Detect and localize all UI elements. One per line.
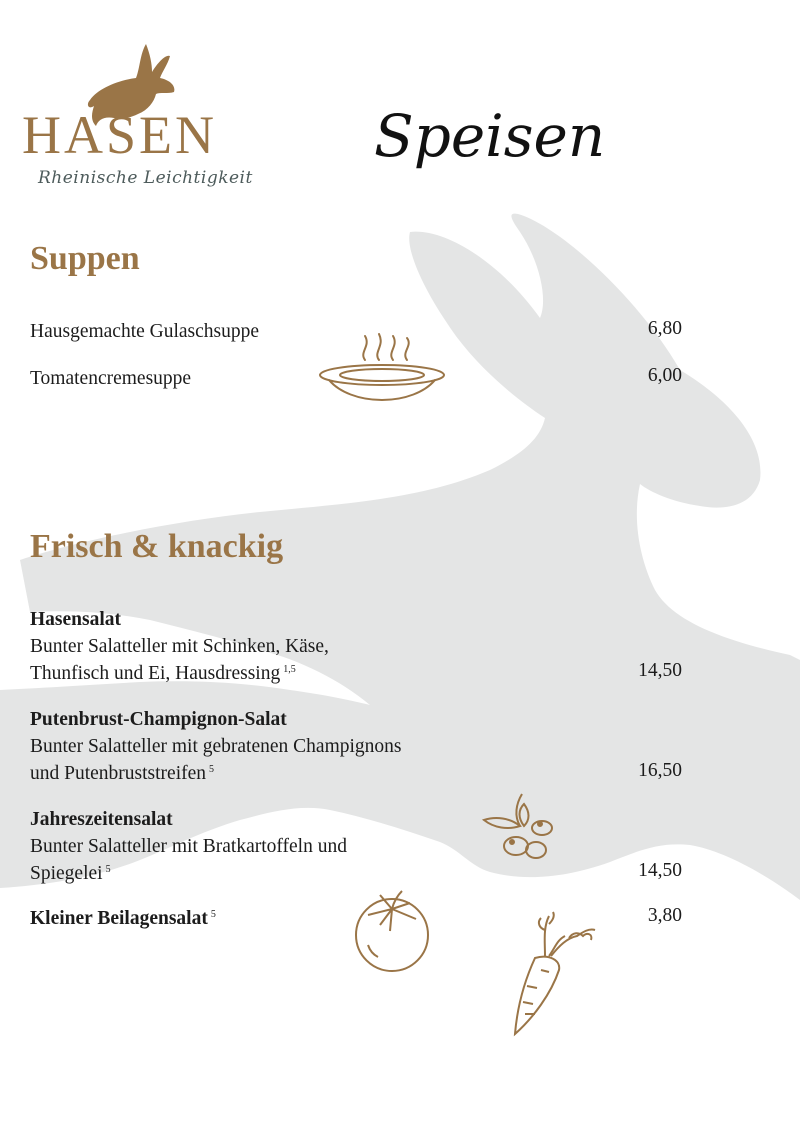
item-name: Hausgemachte Gulaschsuppe	[30, 321, 260, 342]
item-name: Tomatencremesuppe	[30, 368, 192, 389]
allergen-note: 5	[105, 864, 111, 875]
page-title	[368, 92, 606, 192]
item-description: Bunter Salatteller mit gebratenen Champignons	[30, 736, 402, 757]
soup-bowl-icon	[315, 330, 450, 405]
item-description: Thunfisch und Ei, Hausdressing	[30, 663, 281, 684]
allergen-note: 5	[210, 909, 216, 920]
item-price: 16,50	[638, 760, 682, 781]
item-description: und Putenbruststreifen	[30, 763, 207, 784]
allergen-note: 5	[209, 764, 215, 775]
item-description: Bunter Salatteller mit Bratkartoffeln und	[30, 836, 347, 857]
menu-item	[30, 806, 682, 887]
tomato-icon	[350, 885, 435, 975]
item-price: 14,50	[638, 860, 682, 881]
item-description: Spiegelei	[30, 863, 103, 884]
page-title-text: Speisen	[374, 102, 606, 170]
olives-icon	[480, 790, 560, 865]
brand-tagline: Rheinische Leichtigkeit	[38, 168, 253, 188]
item-description: Bunter Salatteller mit Schinken, Käse,	[30, 636, 329, 657]
section-title-frisch: Frisch & knackig	[30, 528, 284, 565]
item-name: Kleiner Beilagensalat	[30, 908, 208, 929]
section-title-suppen: Suppen	[30, 240, 140, 277]
item-price: 6,00	[647, 365, 682, 386]
allergen-note: 1,5	[283, 664, 296, 675]
brand-name: HASEN	[22, 105, 218, 165]
item-name: Putenbrust-Champignon-Salat	[30, 709, 287, 730]
item-name: Jahreszeitensalat	[30, 809, 173, 830]
item-name: Hasensalat	[30, 609, 122, 630]
carrot-icon	[505, 910, 600, 1040]
item-price: 6,80	[647, 318, 682, 339]
menu-item	[30, 606, 682, 687]
item-price: 3,80	[647, 905, 682, 926]
menu-item	[30, 706, 682, 787]
item-price: 14,50	[638, 660, 682, 681]
